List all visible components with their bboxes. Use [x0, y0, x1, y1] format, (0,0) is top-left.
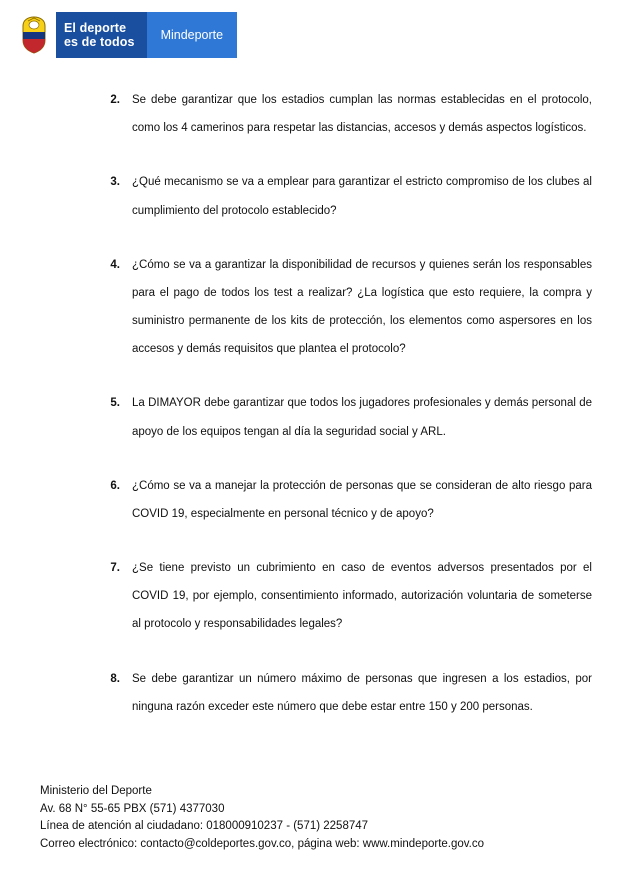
list-item-text: ¿Qué mecanismo se va a emplear para garantizar el estricto compromiso de los clubes al cumplimiento del protocolo establecido? [132, 176, 592, 217]
list-item [98, 554, 592, 639]
document-footer [40, 783, 590, 854]
list-item [98, 472, 592, 528]
list-item [98, 389, 592, 445]
list-item-text: ¿Cómo se va a garantizar la disponibilidad de recursos y quienes serán los responsables para el pago de todos los test a realizar? ¿La logística que esto requiere, la compra y suministro permanente de los kits de protección, los elementos como aspersores en los accesos y demás requisitos que plantea el protocolo? [132, 258, 592, 356]
footer-line-2: Av. 68 N° 55-65 PBX (571) 4377030 [40, 802, 225, 815]
document-body [98, 86, 592, 747]
list-item [98, 86, 592, 142]
list-item [98, 168, 592, 224]
coat-of-arms-icon [12, 12, 56, 58]
list-item-number: 6. [110, 479, 120, 492]
footer-line-1: Ministerio del Deporte [40, 784, 152, 797]
ministry-label: Mindeporte [147, 12, 238, 58]
list-item-number: 5. [110, 397, 120, 410]
list-item-text: ¿Se tiene previsto un cubrimiento en caso de eventos adversos presentados por el COVID 19, por ejemplo, consentimiento informado, autorización voluntaria de someterse al protocolo y responsabilidades legales? [132, 562, 592, 631]
footer-line-4: Correo electrónico: contacto@coldeportes.gov.co, página web: www.mindeporte.gov.co [40, 838, 485, 851]
list-item-number: 4. [110, 258, 120, 271]
list-item-number: 8. [110, 672, 120, 685]
document-header [12, 12, 237, 58]
list-item-number: 2. [110, 94, 120, 106]
list-item-text: ¿Cómo se va a manejar la protección de personas que se consideran de alto riesgo para COVID 19, especialmente en personal técnico y de apoyo? [132, 479, 592, 520]
list-item [98, 665, 592, 721]
list-item-text: La DIMAYOR debe garantizar que todos los jugadores profesionales y demás personal de apoyo de los equipos tengan al día la seguridad social y ARL. [132, 397, 592, 438]
list-item-number: 7. [110, 562, 120, 575]
list-item-text: Se debe garantizar que los estadios cumplan las normas establecidas en el protocolo, como los 4 camerinos para respetar las distancias, accesos y demás aspectos logísticos. [132, 94, 592, 135]
list-item [98, 251, 592, 364]
list-item-number: 3. [110, 176, 120, 189]
brand-block [56, 12, 147, 58]
list-item-text: Se debe garantizar un número máximo de personas que ingresen a los estadios, por ninguna razón exceder este número que debe estar entre 150 y 200 personas. [132, 672, 592, 713]
brand-line-2: es de todos [64, 35, 135, 49]
brand-line-1: El deporte [64, 20, 127, 35]
footer-line-3: Línea de atención al ciudadano: 018000910237 - (571) 2258747 [40, 820, 369, 833]
